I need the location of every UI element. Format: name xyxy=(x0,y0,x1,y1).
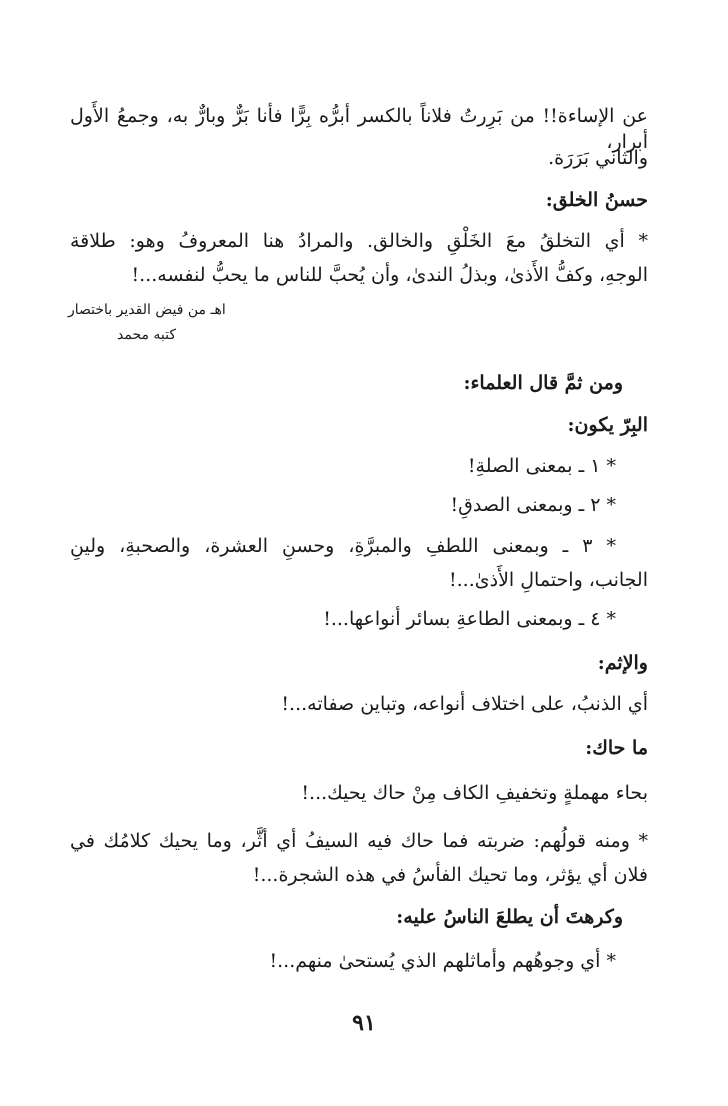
source-note: اهـ من فيض القدير باختصار xyxy=(68,302,226,318)
heading-good-character: حسنُ الخلق: xyxy=(545,189,648,211)
heading-people-seeing: وكرهتَ أن يطلعَ الناسُ عليه: xyxy=(396,906,623,928)
heading-ithm: والإثم: xyxy=(597,652,648,674)
text-ma-hak-definition: بحاء مهملةٍ وتخفيفِ الكاف مِنْ حاك يحيك...! xyxy=(301,782,648,804)
text-line-4: * أي التخلقُ معَ الخَلْقِ والخالق. والمرادُ هنا المعروفُ وهو: طلاقة xyxy=(70,230,648,252)
heading-scholars: ومن ثمَّ قال العلماء: xyxy=(463,372,623,394)
author-note: كتبه محمد xyxy=(117,327,177,343)
list-item-2: * ٢ ـ وبمعنى الصدقِ! xyxy=(450,494,616,516)
heading-birr: البِرّ يكون: xyxy=(567,414,648,436)
text-line-17: * ومنه قولُهم: ضربته فما حاك فيه السيفُ أي أثَّر، وما يحيك كلامُك في xyxy=(70,830,648,852)
heading-ma-hak: ما حاك: xyxy=(585,737,648,759)
text-line-18: فلان أي يؤثر، وما تحيك الفأسُ في هذه الشجرة...! xyxy=(252,864,648,886)
list-item-3-continued: الجانب، واحتمالِ الأَذىٰ...! xyxy=(449,569,648,591)
text-line-20: * أي وجوهُهم وأماثلهم الذي يُستحىٰ منهم...! xyxy=(269,950,616,972)
text-ithm-definition: أي الذنبُ، على اختلاف أنواعه، وتباين صفاته...! xyxy=(281,693,648,715)
list-item-1: * ١ ـ بمعنى الصلةِ! xyxy=(467,455,616,477)
page-number: ٩١ xyxy=(352,1010,376,1036)
list-item-3: * ٣ ـ وبمعنى اللطفِ والمبرَّةِ، وحسنِ العشرة، والصحبةِ، ولينِ xyxy=(70,535,616,557)
text-line-2: والثاني بَرَرَة. xyxy=(548,147,648,169)
text-line-1: عن الإساءة!! من بَرِرتُ فلاناً بالكسر أبرُّه بِرًّا فأنا بَرٌّ وبارٌّ به، وجمعُ الأَول أبرار، xyxy=(70,105,648,153)
text-line-5: الوجهِ، وكفُّ الأَذىٰ، وبذلُ الندىٰ، وأن يُحبَّ للناس ما يحبُّ لنفسه...! xyxy=(131,264,648,286)
list-item-4: * ٤ ـ وبمعنى الطاعةِ بسائر أنواعها...! xyxy=(323,608,616,630)
